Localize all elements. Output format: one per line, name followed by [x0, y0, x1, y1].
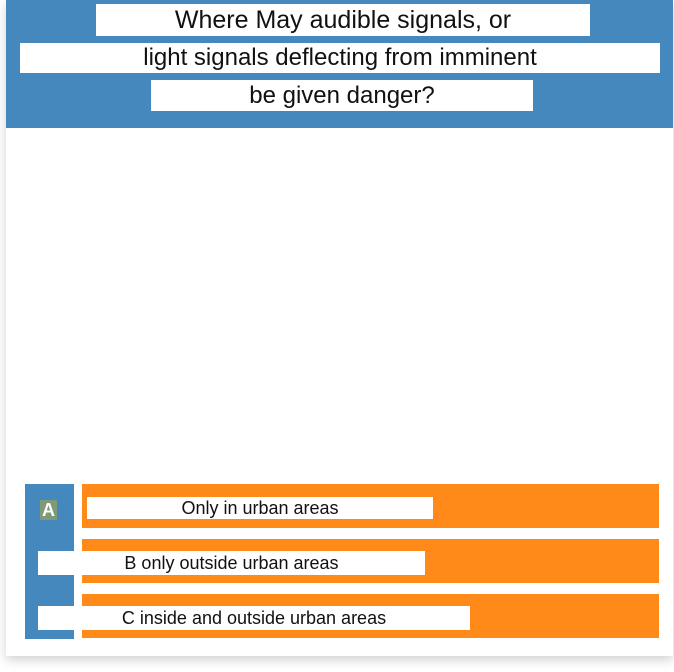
question-line-2: light signals deflecting from imminent: [20, 43, 660, 73]
answer-option-a-label: Only in urban areas: [87, 497, 433, 519]
answer-option-c-label: C inside and outside urban areas: [38, 606, 470, 630]
answer-option-c[interactable]: [82, 594, 659, 638]
question-line-1: Where May audible signals, or: [96, 4, 590, 36]
selected-letter-badge: A: [42, 500, 55, 520]
answer-list: [25, 484, 661, 640]
answer-option-b-label: B only outside urban areas: [38, 551, 425, 575]
question-header: [6, 0, 673, 128]
quiz-card: [6, 0, 673, 656]
answer-option-a[interactable]: [82, 484, 659, 528]
question-line-3: be given danger?: [151, 80, 533, 111]
answer-option-b[interactable]: [82, 539, 659, 583]
